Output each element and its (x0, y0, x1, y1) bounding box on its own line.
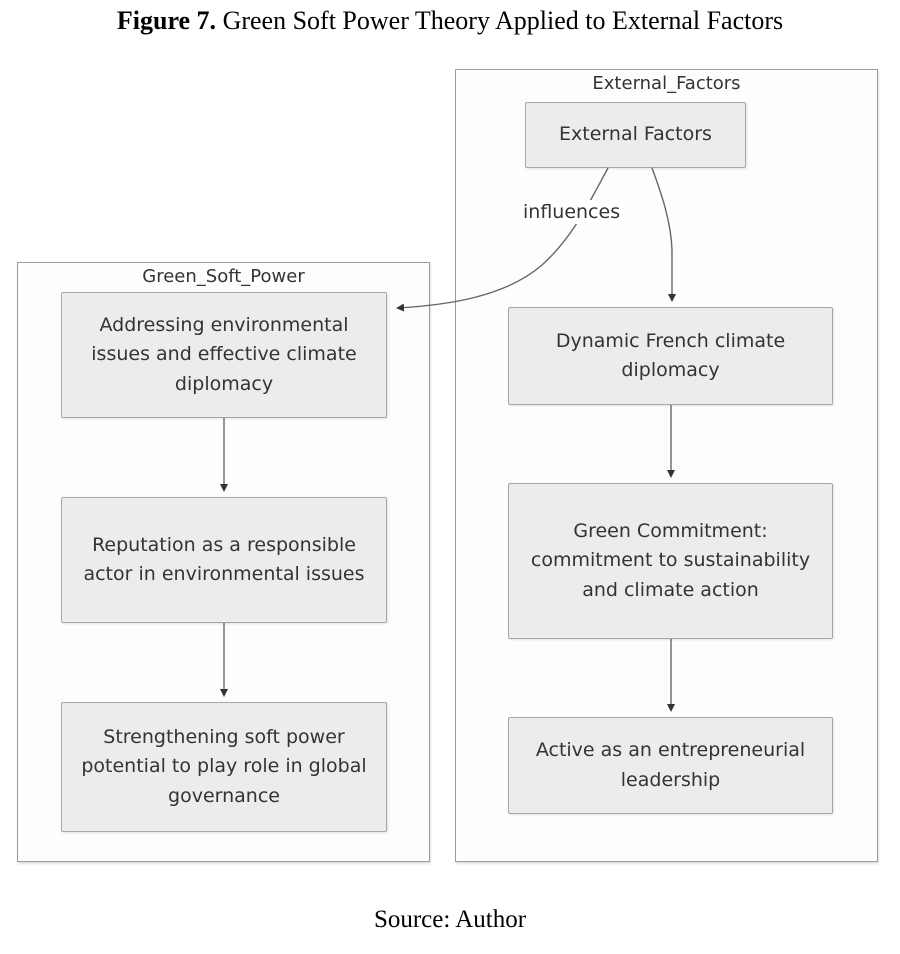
node-external-factors: External Factors (525, 102, 746, 168)
node-active-entrepreneurial-leadership: Active as an entrepreneurial leadership (508, 717, 833, 814)
source-caption: Source: Author (373, 906, 527, 933)
edge-label-influences: influences (518, 200, 625, 224)
node-green-commitment: Green Commitment: commitment to sustainability and climate action (508, 483, 833, 639)
node-strengthening-soft-power: Strengthening soft power potential to play role in global governance (61, 702, 387, 832)
cluster-green-soft-power-label: Green_Soft_Power (142, 266, 305, 287)
figure-caption-text: Green Soft Power Theory Applied to External Factors (222, 6, 784, 35)
cluster-external-factors-label: External_Factors (592, 73, 741, 94)
node-dynamic-french-climate-diplomacy: Dynamic French climate diplomacy (508, 307, 833, 405)
figure-title (0, 6, 900, 36)
figure-number-label: Figure 7. (116, 6, 217, 35)
node-addressing-environmental: Addressing environmental issues and effective climate diplomacy (61, 292, 387, 418)
node-reputation-responsible-actor: Reputation as a responsible actor in environmental issues (61, 497, 387, 623)
